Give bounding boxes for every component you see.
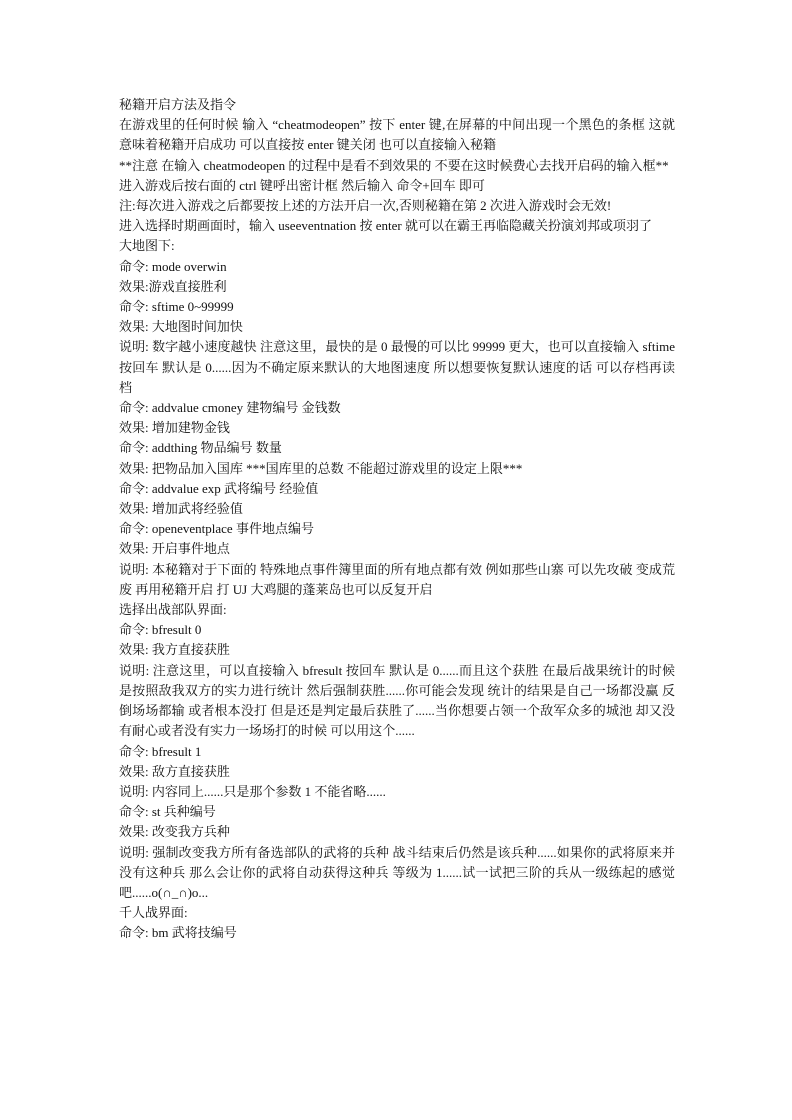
note-line: 说明: 强制改变我方所有备选部队的武将的兵种 战斗结束后仍然是该兵种......如果你的武将原来并没有这种兵 那么会让你的武将自动获得这种兵 等级为 1......试一试把三阶的兵从一级练起的感觉吧......o(∩_∩)o... [119,844,675,900]
effect-line: 效果: 开启事件地点 [119,541,230,557]
note-line: 说明: 内容同上......只是那个参数 1 不能省略...... [119,783,386,799]
command-line: 命令: bm 武将技编号 [119,925,237,941]
note-line: 说明: 注意这里，可以直接输入 bfresult 按回车 默认是 0......而且这个获胜 在最后战果统计的时候 是按照敌我双方的实力进行统计 然后强制获胜......你可能会发现 统计的结果是自己一场都没赢 反倒场场都输 或者根本没打 但是还是判定最后获胜了......当你想要占领一个敌军众多的城池 却又没有耐心或者没有实力一场场打的时候 可以用这个...... [119,662,675,739]
effect-line: 效果: 增加武将经验值 [119,501,243,517]
command-line: 命令: sftime 0~99999 [119,299,234,315]
effect-line: 效果: 敌方直接获胜 [119,763,230,779]
command-line: 命令: bfresult 0 [119,622,202,638]
note-line: 说明: 本秘籍对于下面的 特殊地点事件簿里面的所有地点都有效 例如那些山寨 可以先攻破 变成荒废 再用秘籍开启 打 UJ 大鸡腿的蓬莱岛也可以反复开启 [119,561,675,597]
effect-line: 效果: 我方直接获胜 [119,642,230,658]
effect-line: 效果: 增加建物金钱 [119,420,230,436]
command-line: 命令: addvalue cmoney 建物编号 金钱数 [119,400,341,416]
command-line: 命令: addvalue exp 武将编号 经验值 [119,480,319,496]
command-line: 命令: openeventplace 事件地点编号 [119,521,314,537]
command-line: 命令: mode overwin [119,258,227,274]
text-line: 进入选择时期画面时，输入 useeventnation 按 enter 就可以在霸王再临隐藏关扮演刘邦或项羽了 [119,218,652,234]
text-line: **注意 在输入 cheatmodeopen 的过程中是看不到效果的 不要在这时候费心去找开启码的输入框** [119,157,669,173]
document-page [119,95,675,944]
effect-line: 效果: 把物品加入国库 ***国库里的总数 不能超过游戏里的设定上限*** [119,460,523,476]
command-line: 命令: addthing 物品编号 数量 [119,440,282,456]
effect-line: 效果: 大地图时间加快 [119,319,243,335]
text-line: 在游戏里的任何时候 输入 “cheatmodeopen” 按下 enter 键,在屏幕的中间出现一个黑色的条框 这就意味着秘籍开启成功 可以直接按 enter 键关闭 也可以直接输入秘籍 [119,117,675,153]
text-line: 进入游戏后按右面的 ctrl 键呼出密计框 然后输入 命令+回车 即可 [119,177,485,193]
text-line: 注:每次进入游戏之后都要按上述的方法开启一次,否则秘籍在第 2 次进入游戏时会无效! [119,198,612,214]
effect-line: 效果: 改变我方兵种 [119,824,230,840]
document-title: 秘籍开启方法及指令 [119,97,237,112]
section-heading: 大地图下: [119,238,175,254]
section-heading: 千人战界面: [119,905,188,921]
section-heading: 选择出战部队界面: [119,602,227,618]
command-line: 命令: bfresult 1 [119,743,202,759]
note-line: 说明: 数字越小速度越快 注意这里，最快的是 0 最慢的可以比 99999 更大，也可以直接输入 sftime 按回车 默认是 0......因为不确定原来默认的大地图速度 所以想要恢复默认速度的话 可以存档再读档 [119,339,675,395]
command-line: 命令: st 兵种编号 [119,804,216,820]
effect-line: 效果:游戏直接胜利 [119,278,227,294]
